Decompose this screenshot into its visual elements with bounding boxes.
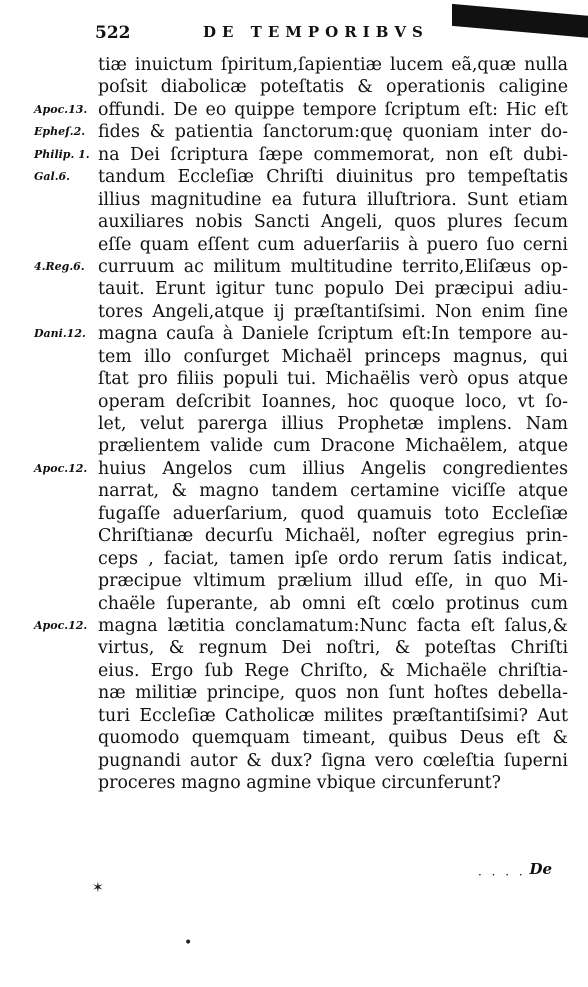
- text-line: auxiliares nobis Sancti Angeli, quos plures ſecum: [98, 212, 568, 233]
- text-line: huius Angelos cum illius Angelis congredientes: [98, 458, 568, 479]
- text-line: fugaſſe aduerſarium, quod quamuis toto Eccleſiæ: [98, 503, 568, 524]
- stray-ink-mark: ✶: [92, 880, 104, 896]
- margin-note: Dani.12.: [34, 327, 86, 341]
- text-line: magna lætitia conclamatum:Nunc facta eſt ſalus,&: [98, 615, 568, 636]
- ornament-dots: · · · ·: [478, 868, 526, 882]
- text-line: eius. Ergo ſub Rege Chriſto, & Michaële chriſtia-: [98, 660, 568, 681]
- text-line: tem illo conſurget Michaël princeps magnus, qui: [98, 346, 568, 367]
- stray-ink-dot: •: [184, 935, 193, 951]
- text-line: na Dei ſcriptura ſæpe commemorat, non eſt dubi-: [98, 144, 568, 165]
- margin-note: Philip. 1.: [34, 147, 90, 161]
- body-text: [98, 54, 568, 794]
- text-line: fides & patientia ſanctorum:quę quoniam inter do-: [98, 122, 568, 143]
- catchword: De: [529, 860, 552, 878]
- text-line: turi Eccleſiæ Catholicæ milites præſtantiſsimi? Aut: [98, 705, 568, 726]
- text-line: eſſe quam eſſent cum aduerſariis à puero ſuo cerni: [98, 234, 568, 255]
- running-head: DE TEMPORIBVS: [203, 23, 429, 41]
- text-line: Chriſtianæ decurſu Michaël, noſter egregius prin-: [98, 526, 568, 547]
- text-line: magna cauſa à Daniele ſcriptum eſt:In tempore au-: [98, 324, 568, 345]
- text-line: let, velut parerga illius Prophetæ implens. Nam: [98, 414, 568, 434]
- text-line: operam deſcribit Ioannes, hoc quoque loco, vt ſo-: [98, 391, 568, 412]
- text-line: offundi. De eo quippe tempore ſcriptum eſt: Hic eſt: [98, 99, 568, 120]
- margin-note: Gal.6.: [34, 170, 71, 184]
- text-line: virtus, & regnum Dei noſtri, & poteſtas Chriſti: [98, 638, 568, 659]
- text-line: tores Angeli,atque ij præſtantiſsimi. Non enim ſine: [98, 301, 568, 322]
- text-line: chaële ſuperante, ab omni eſt cœlo protinus cum: [98, 593, 568, 614]
- text-line: illius magnitudine ea futura illuſtriora. Sunt etiam: [98, 189, 568, 210]
- text-line: narrat, & magno tandem certamine viciſſe atque: [98, 481, 568, 502]
- margin-note: Apoc.12.: [34, 462, 88, 476]
- margin-note: Apoc.13.: [34, 102, 88, 116]
- text-line: proceres magno agmine vbique circunferunt?: [98, 773, 501, 793]
- text-line: poſsit diabolicæ poteſtatis & operationis caligine: [98, 77, 568, 98]
- text-line: næ militiæ principe, quos non ſunt hoſtes debella-: [98, 683, 568, 704]
- page-number: 522: [95, 23, 131, 43]
- text-line: curruum ac militum multitudine territo,Eliſæus op-: [98, 256, 568, 277]
- page-header: [95, 23, 525, 47]
- margin-note: Epheſ.2.: [34, 125, 86, 139]
- text-line: ceps , faciat, tamen ipſe ordo rerum ſatis indicat,: [98, 548, 568, 569]
- text-line: præcipue vltimum prælium illud eſſe, in quo Mi-: [98, 571, 568, 592]
- margin-note: Apoc.12.: [34, 619, 88, 633]
- text-line: tiæ inuictum ſpiritum,ſapientiæ lucem eã,quæ nulla: [98, 55, 568, 75]
- text-line: tandum Eccleſiæ Chriſti diuinitus pro tempeſtatis: [98, 167, 568, 188]
- margin-note: 4.Reg.6.: [34, 260, 85, 274]
- text-line: pugnandi autor & dux? ſigna vero cœleſtia ſuperni: [98, 750, 568, 771]
- text-line: tauit. Erunt igitur tunc populo Dei præcipui adiu-: [98, 279, 568, 300]
- text-line: prælientem valide cum Dracone Michaëlem, atque: [98, 436, 568, 457]
- text-line: quomodo quemquam timeant, quibus Deus eſt &: [98, 728, 568, 749]
- text-line: ſtat pro filiis populi tui. Michaëlis verò opus atque: [98, 369, 568, 390]
